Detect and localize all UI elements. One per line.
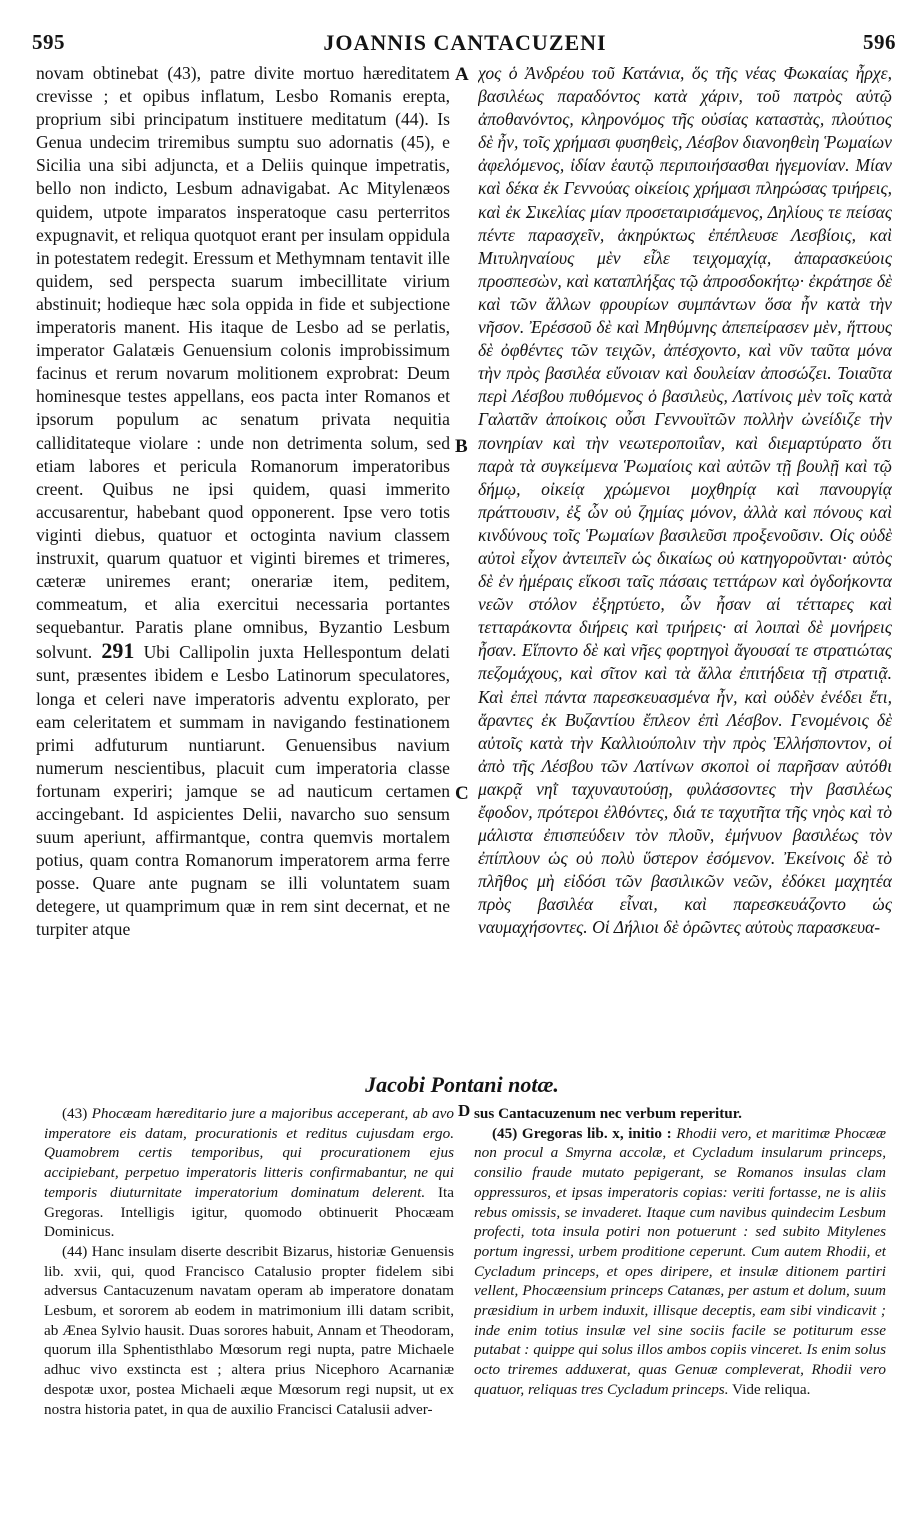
note-45-quote: Rhodii vero, et maritimæ Phocææ non procul a Smyrna accolæ, et Cycladum insularum princeps, consilio fraude mutato pepigerant, se Romanos insulas clam oppressuros, et ipsas imperatoris copias: veriti fortasse, ne is aliis rebus omissis, se invaderet. Itaque cum navibus quindecim Lesbum profecti, tota insula potiri non potuerunt : sed subito Mitylenes portum ingressi, urbem proditione ceperunt. Cum autem Rhodii, et Cycladum princeps, et opes diripere, et insulæ ditionem partiri vellent, Phocæensium princeps Catanæs, per astum et dolum, suum præsidium in urbem induxit, illisque deceptis, eam sibi vindicavit ; inde enim totius insulæ vel sine sociis facile se potiturum esse putabat : quippe qui solus illos ambos copiis vinceret. Is enim solus octo triremes adduxerat, quas Genuæ compleverat, Rhodii vero quatuor, reliquas tres Cycladum princeps.: [474, 1124, 886, 1398]
page-reference: 291: [101, 638, 135, 664]
latin-paragraph-1: novam obtinebat (43), patre divite mortuo hæreditatem crevisse ; et opibus inflatum, Lesbo Romanis erepta, proprium sibi principatum instituere meditatum (44). Is Genua undecim triremibus sumptu suo adornatis (45), e Sicilia una sibi adjuncta, et a Deliis quinque impetratis, bello non indicto, Lesbum adnavigabat. Ac Mitylenæos quidem, utpote imparatos insperatoque casu perterritos expugnavit, et reliqua quotquot erant per insulam oppidula in potestatem redegit. Eressum et Methymnam tentavit ille quidem, sed perspecta suarum imbecillitate virium abstinuit; hodieque hæc sola oppida in fide et subjectione imperatoris manent. His itaque de Lesbo ad se perlatis, imperator Galatæis Genuensium colonis improbissimum facinus et rerum novarum molitionem exprobrat: Deum hominesque testes appellans, eos pacta inter Romanos et ipsorum populum ac senatum privata nequitia calliditateque violare : unde non detrimenta solum, sed etiam labores et pericula Romanorum imperatoribus creent. Quibus ne ipsi quidem, quasi immerito accusarentur, habebant quod opponerent. Ipse vero totis viginti diebus, quatuor et octoginta navium classem instruxit, quarum quatuor et viginti biremes et trimeres, cæteræ uniremes erant; onerariæ item, peditem, commeatum, et alia exercitui necessaria portantes sequebantur. Paratis plane omnibus, Byzantio Lesbum solvunt.: [36, 63, 450, 663]
greek-text: χος ὁ Ἀνδρέου τοῦ Κατάνια, ὅς τῆς νέας Φωκαίας ἦρχε, βασιλέως παραδόντος κατὰ χάριν, τοῦ πατρὸς αὐτῷ ἀποθανόντος, κληρονόμος τῆς οὐσίας καταστὰς, πλούτιος δὲ ἦν, τοῖς χρήμασι φυσηθεὶς, Λέσβον διανοηθεὶη Ῥωμαίων ἀφελόμενος, ἰδίαν ἑαυτῷ περιποιήσασθαι ἡγεμονίαν. Μίαν καὶ δέκα ἐκ Γεννούας οἰκείοις χρήμασι πληρώσας τριήρεις, καὶ ἐκ Σικελίας μίαν προσεταιρισάμενος, Δηλίους τε πείσας πέντε παρασχεῖν, ἀκηρύκτως ἐπέπλευσε Λεσβίοις, καὶ Μιτυληναίους μὲν εἷλε τειχομαχίᾳ, ἀπαρασκεύοις προσπεσὼν, καὶ καταπλήξας τῷ ἀπροσδοκήτῳ· ἐκράτησε δὲ καὶ τῶν ἄλλων φρουρίων συμπάντων ὅσα ἦν κατὰ τὴν νῆσον. Ἐρέσσοῦ δὲ καὶ Μηθύμνης ἀπεπείρασεν μὲν, ἥττους δὲ ὀφθέντες τῶν τειχῶν, ἀπέσχοντο, καὶ νῦν ταῦτα μόνα τὴν πρὸς βασιλέα εὔνοιαν καὶ δουλείαν ἀποσώζει. Τοιαῦτα περὶ Λέσβου πυθόμενος ὁ βασιλεὺς, Λατίνοις μὲν τοῖς κατὰ Γαλατᾶν ἀποίκοις οὖσι Γεννουϊτῶν πολλὴν ὠνείδιζε τὴν πονηρίαν καὶ τὴν νεωτεροποιΐαν, καὶ διεμαρτύρατο ὅτι παρὰ τὰ συγκείμενα Ῥωμαίοις καὶ αὐτῶν τῇ βουλῇ καὶ τῷ δήμῳ, οἰκείᾳ χρώμενοι μοχθηρίᾳ καὶ πανουργίᾳ πράττουσιν, ἐξ ὧν οὐ ζημίας μόνον, ἀλλὰ καὶ πόνους καὶ κινδύνους τοῖς Ῥωμαίων βασιλεῦσι προξενοῦσιν. Οἱς οὐδὲ αὐτοὶ εἶχον ἀντειπεῖν ὡς δικαίως οὐ κατηγοροῦνται· αὐτὸς δὲ ἐν ἡμέραις εἴκοσι ταῖς πάσαις τεττάρων καὶ ὀγδοήκοντα νεῶν στόλον ἐξηρτύετο, ὧν ἦσαν αἱ τέτταρες καὶ τετταράκοντα διήρεις καὶ τριήρεις· αἱ λοιπαὶ δὲ μονήρεις ἦσαν. Εἵποντο δὲ καὶ νῆες φορτηγοὶ ἄγουσαί τε στρατιώτας πεζομάχους, καὶ σῖτον καὶ τὰ ἄλλα ἐπιτήδεια τῇ στρατιᾷ. Καὶ ἐπεὶ πάντα παρεσκευασμένα ἦν, καὶ οὐδὲν ἐνέδει ἔτι, ἄραντες ἐκ Βυζαντίου ἔπλεον ἐπὶ Λέσβον. Γενομένοις δὲ αὐτοῖς κατὰ τὴν Καλλιούπολιν τὴν πρὸς Ἑλλήσποντον, οἱ ἀπὸ τῆς Λέσβου τῶν Λατίνων σκοποὶ οἱ παρῆσαν αὐτόθι μακρᾷ νηῒ ταχυναυτούσῃ, φυλάσσοντες τὴν βασιλέως ἔφοδον, πρότεροι ἐλθόντες, διά τε ταχυτῆτα τῆς νηὸς καὶ τὸ μάλιστα ἐπισπεύδειν τὸν πλοῦν, ἐμήνυον βασιλέως τὸν ἐπίπλουν ὡς οὐ πολὺ ὕστερον ἐσόμενον. Ἐκείνοις δὲ τὸ πλῆθος μὴ εἰδόσι τῶν βασιλικῶν νεῶν, ἐδόκει μαχητέα πρὸς βασιλέα εἶναι, καὶ παρεσκευάζοντο ὡς ναυμαχήσοντες. Οἱ Δήλιοι δὲ ὁρῶντες αὐτοὺς παρασκευα-: [478, 63, 892, 938]
margin-marker-c: C: [455, 783, 469, 804]
note-43-label: (43): [62, 1105, 88, 1122]
latin-paragraph-2: Ubi Callipolin juxta Hellespontum delati sunt, præsentes ibidem e Lesbo Latinorum speculatores, longa et celeri nave imperatoris adventu explorato, per eam celeritatem et summam in navigando festinationem primi adfuturum nuntiarunt. Genuensibus navium numerum nescientibus, placuit cum imperatoria classe fortunam experiri; jamque se ad nauticum certamen accingebant. Id aspicientes Delii, navarcho suo sensum suum aperiunt, affirmantque, contra quemvis mortalem potius, quam contra Romanorum imperatorem arma ferre posse. Quare ante pugnam se illi voluntatem suam detegere, ut quamprimum quæ in rem sint decernat, et ne turpiter atque: [36, 642, 450, 940]
note-45-label: (45) Gregoras lib. x, initio :: [492, 1124, 672, 1142]
right-page-number: 596: [863, 30, 896, 54]
margin-marker-a: A: [455, 64, 469, 85]
note-43-comment: Ita Gregoras. Intelligis igitur, quomodo obtinuerit Phocæam Dominicus.: [44, 1183, 454, 1241]
notes-right-column: [474, 1104, 886, 1496]
note-44-continuation: sus Cantacuzenum nec verbum reperitur.: [474, 1105, 742, 1122]
notes-left-column: [44, 1104, 454, 1496]
note-45-end: Vide reliqua.: [732, 1380, 811, 1398]
latin-text: [36, 62, 450, 942]
note-43-quote: Phocæam hæreditario jure a majoribus acceperant, ab avo imperatore eis datam, procurationis et reditus cujusdam ergo. Quamobrem certis temporibus, qui procurationem ejus accipiebant, perpetuo imperatoris litteris confirmabantur, ne qui temporis diuturnitate imperatorium dominatum delerent.: [44, 1105, 454, 1201]
note-45: [474, 1124, 886, 1400]
notes-heading: Jacobi Pontani notæ.: [365, 1072, 559, 1097]
latin-column: [36, 62, 450, 1082]
margin-marker-d: D: [458, 1101, 471, 1120]
margin-marker-b: B: [455, 436, 468, 457]
left-page-number: 595: [32, 30, 65, 54]
note-44: (44) Hanc insulam diserte describit Bizarus, historiæ Genuensis lib. xvii, qui, quod Francisco Catalusio propter fidelem sibi adversus Cantacuzenum navatam operam ab imperatore donatam Lesbum, et sororem ab eodem in matrimonium illi datam scribit, ab Æneа Sylvio hausit. Duas sorores habuit, Annam et Theodoram, quorum illa Sphentisthlabo Mœsorum regi nupta, patre Michaele adhuc vivo exstincta est ; altera prius Nicephoro Acarnaniæ despotæ uxor, postea Michaeli æque Mœsorum regi nupsit, ut ex nostra historia patet, in qua de auxilio Francisci Catalusii adver-: [44, 1242, 454, 1418]
running-title: JOANNIS CANTACUZENI: [323, 30, 607, 55]
page-header: [30, 18, 900, 58]
note-43: [44, 1104, 454, 1242]
greek-column: [478, 62, 892, 1082]
